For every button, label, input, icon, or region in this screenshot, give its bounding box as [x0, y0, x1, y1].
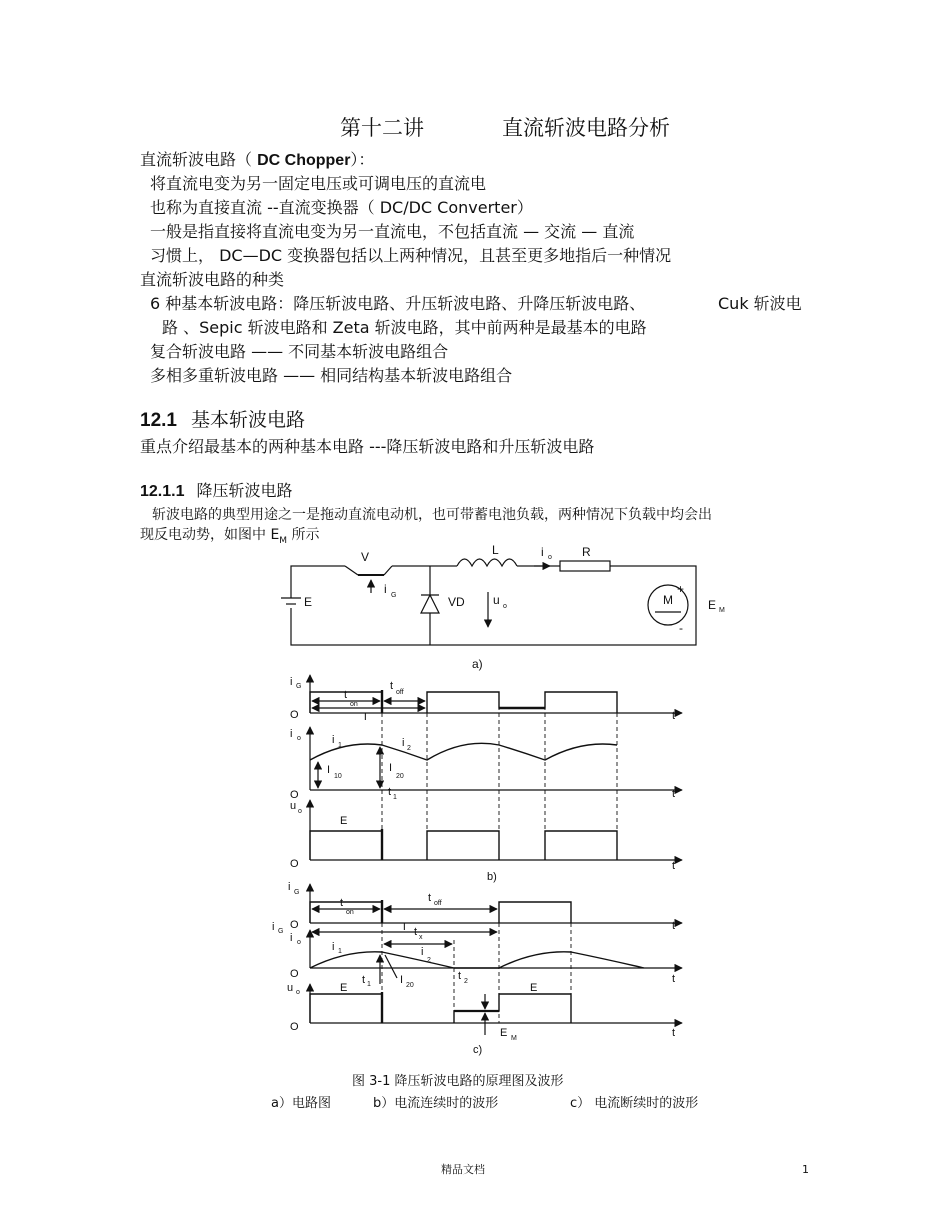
label-a: a)	[472, 657, 483, 671]
wc-t1-label: t	[362, 974, 366, 986]
wc-t1-sub: 1	[367, 981, 371, 988]
wc-i1: i	[332, 941, 335, 953]
wb-O1: O	[290, 709, 299, 721]
wc-t1: t	[672, 920, 676, 932]
wc-t3: t	[672, 1027, 676, 1039]
wc-O2: O	[290, 968, 299, 980]
uo-pulses	[310, 831, 617, 860]
title-topic: 直流斩波电路分析	[502, 116, 670, 140]
wb-i1: i	[332, 734, 335, 746]
label-M: M	[663, 593, 673, 607]
wb-i2: i	[402, 737, 405, 749]
intro-bold: DC Chopper	[257, 152, 351, 169]
label-io: i	[541, 545, 544, 559]
label-iG: i	[384, 582, 387, 596]
wc-tx-sub: x	[419, 934, 423, 941]
wb-t1-sub: 1	[393, 794, 397, 801]
wc-i1-sub: 1	[338, 948, 342, 955]
wb-i2-sub: 2	[407, 745, 411, 752]
wb-O2: O	[290, 789, 299, 801]
wb-t1-label: t	[388, 786, 392, 798]
wc-i2: i	[421, 946, 424, 958]
wc-t2-label: t	[458, 970, 462, 982]
wc-uo-sub: o	[296, 989, 300, 996]
types-bullet-1a: 6 种基本斩波电路：降压斩波电路、升压斩波电路、升降压斩波电路、	[150, 294, 646, 313]
section-title: 基本斩波电路	[190, 409, 305, 431]
wc-EM: E	[500, 1027, 508, 1039]
wb-I20: I	[389, 762, 393, 774]
wc-i2-sub: 2	[427, 957, 431, 964]
subsection-num: 12.1.1	[140, 483, 185, 500]
waveforms-discontinuous	[310, 884, 682, 1035]
para2-post: 所示	[287, 527, 320, 543]
label-plus: +	[677, 582, 685, 596]
label-E: E	[304, 595, 313, 609]
wc-E2: E	[530, 982, 538, 994]
wc-ton: t	[340, 897, 344, 909]
label-V: V	[361, 550, 370, 564]
wc-EM-sub: M	[511, 1035, 517, 1042]
resistor	[560, 561, 610, 571]
wc-label: c)	[473, 1044, 483, 1056]
wc-I20: I	[400, 974, 404, 986]
wc-toff-sub: off	[434, 900, 442, 907]
wc-tx: t	[414, 926, 418, 938]
intro-post: ）：	[350, 150, 375, 169]
wb-io: i	[290, 728, 293, 740]
wc-iG2-sub: G	[278, 928, 284, 935]
wc-E1: E	[340, 982, 348, 994]
wb-I10: I	[327, 764, 331, 776]
types-bullet-3: 多相多重斩波电路 —— 相同结构基本斩波电路组合	[150, 366, 513, 385]
wc-I20-sub: 20	[406, 982, 414, 989]
para2-pre: 现反电动势，如图中 E	[140, 527, 280, 543]
label-VD: VD	[448, 595, 465, 609]
wb-io-sub: o	[297, 735, 301, 742]
section-desc: 重点介绍最基本的两种基本电路 ---降压斩波电路和升压斩波电路	[140, 437, 595, 456]
wb-uo: u	[290, 800, 297, 812]
wb-ton-sub: on	[350, 701, 358, 708]
page-number: 1	[802, 1163, 809, 1176]
types-bullet-1b: Cuk 斩波电	[718, 294, 802, 313]
footer-text: 精品文档	[441, 1163, 485, 1176]
wc-T: T	[401, 921, 408, 933]
caption-a: a）电路图	[271, 1096, 331, 1111]
subsection-para-1: 斩波电路的典型用途之一是拖动直流电动机，也可带蓄电池负载，两种情况下负载中均会出	[152, 507, 712, 523]
wc-uo: u	[287, 982, 294, 994]
wb-I10-sub: 10	[334, 773, 342, 780]
title-lecture: 第十二讲	[340, 116, 424, 140]
wc-t2-sub: 2	[464, 978, 468, 985]
label-io-sub: o	[548, 554, 552, 561]
label-L: L	[492, 543, 499, 557]
wc-O1: O	[290, 919, 299, 931]
intro-bullet: 习惯上， DC—DC 变换器包括以上两种情况，且甚至更多地指后一种情况	[150, 246, 672, 265]
wc-O3: O	[290, 1021, 299, 1033]
wb-O3: O	[290, 858, 299, 870]
wc-io: i	[290, 932, 293, 944]
label-EM-sub: M	[719, 607, 725, 614]
wc-t2: t	[672, 973, 676, 985]
label-EM: E	[708, 598, 717, 612]
section-num: 12.1	[140, 410, 177, 431]
intro-bullet: 一般是指直接将直流电变为另一直流电，不包括直流 — 交流 — 直流	[150, 222, 635, 241]
label-uo-sub: o	[503, 603, 507, 610]
caption-b: b）电流连续时的波形	[373, 1096, 499, 1111]
label-uo: u	[493, 593, 500, 607]
wb-uo-sub: o	[298, 808, 302, 815]
wb-t2: t	[672, 788, 676, 800]
io-curve	[310, 743, 617, 760]
types-bullet-2: 复合斩波电路 —— 不同基本斩波电路组合	[150, 342, 449, 361]
label-R: R	[582, 545, 591, 559]
wc-io-sub: o	[297, 939, 301, 946]
label-iG-sub: G	[391, 592, 397, 599]
wb-toff: t	[390, 680, 394, 692]
wc-toff: t	[428, 892, 432, 904]
wb-t1: t	[672, 710, 676, 722]
intro-bullet: 也称为直接直流 --直流变换器（ DC/DC Converter）	[150, 198, 533, 217]
subsection-title: 降压斩波电路	[196, 481, 293, 500]
wb-iG: i	[290, 676, 293, 688]
wb-E: E	[340, 815, 348, 827]
wb-toff-sub: off	[396, 689, 404, 696]
para2-sub: M	[279, 535, 288, 546]
intro-bullet: 将直流电变为另一固定电压或可调电压的直流电	[150, 174, 487, 193]
wc-iG-sub: G	[294, 889, 300, 896]
wb-iG-sub: G	[296, 683, 302, 690]
wc-ton-sub: on	[346, 909, 354, 916]
label-minus: -	[679, 621, 683, 635]
ioc-curve	[310, 952, 644, 968]
uoc-pulses	[310, 994, 571, 1023]
diode-symbol	[421, 595, 439, 613]
wc-iG2: i	[272, 921, 275, 933]
wc-iG: i	[288, 881, 291, 893]
wb-T: T	[362, 711, 369, 723]
caption-c: c） 电流断续时的波形	[570, 1096, 699, 1111]
wb-I20-sub: 20	[396, 773, 404, 780]
types-heading: 直流斩波电路的种类	[140, 270, 285, 289]
figure-caption: 图 3-1 降压斩波电路的原理图及波形	[352, 1074, 564, 1089]
types-bullet-1c: 路 、Sepic 斩波电路和 Zeta 斩波电路，其中前两种是最基本的电路	[162, 318, 647, 337]
intro-pre: 直流斩波电路（	[140, 150, 258, 169]
wb-t3: t	[672, 860, 676, 872]
wb-label: b)	[487, 871, 497, 883]
wb-i1-sub: 1	[338, 742, 342, 749]
circuit-diagram	[281, 559, 696, 645]
waveforms-continuous	[310, 675, 682, 860]
wb-ton: t	[344, 689, 348, 701]
